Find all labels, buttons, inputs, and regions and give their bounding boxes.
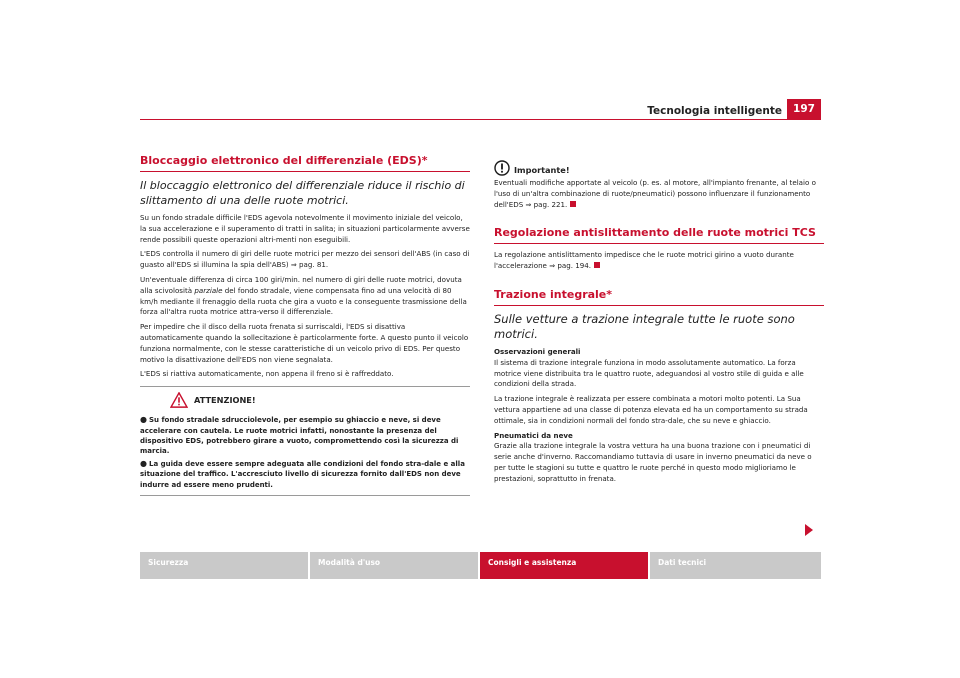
page-number: 197 [787,99,821,119]
awd-section-subtitle: Sulle vetture a trazione integrale tutte le ruote sono motrici. [494,311,795,341]
important-text-body: Eventuali modifiche apportate al veicolo (p. es. al motore, all'impianto frenante, al telaio o l'uso di un'altra combinazione di ruote/pneumatici) possono influenzare il funzionamento dell'EDS [494,178,816,209]
tcs-text [494,250,824,272]
section-end-icon [570,201,576,207]
eds-paragraph-3 [140,275,470,318]
eds-section-subtitle: Il bloccaggio elettronico del differenziale riduce il rischio di slittamento di una delle ruote motrici. [140,179,465,207]
tab-modalita-uso[interactable]: Modalità d'uso [310,552,478,579]
eds-section-title: Bloccaggio elettronico del differenziale (EDS)* [140,154,470,172]
right-column [494,160,824,489]
tcs-text-body: La regolazione antislittamento impedisce che le ruote motrici girino a vuoto durante l'accelerazione [494,250,794,271]
tab-dati-tecnici[interactable]: Dati tecnici [650,552,821,579]
eds-paragraph-2-text: L'EDS controlla il numero di giri delle ruote motrici per mezzo dei sensori dell'ABS (in caso di guasto all'EDS si illumina la spia dell'ABS) [140,249,470,270]
continue-arrow-icon [805,524,813,536]
eds-paragraph-2 [140,249,470,271]
awd-section-title: Trazione integrale* [494,288,824,306]
eds-paragraph-5: L'EDS si riattiva automaticamente, non appena il freno si è raffreddato. [140,369,394,379]
tcs-ref-link[interactable]: pag. 194. [557,261,592,271]
awd-subhead-general: Osservazioni generali [494,346,581,356]
tab-sicurezza[interactable]: Sicurezza [140,552,308,579]
eds-paragraph-4: Per impedire che il disco della ruota frenata si surriscaldi, l'EDS si disattiva automaticamente quando la sollecitazione è particolarmente forte. A questo punto il veicolo funziona normalmente, con le stesse caratteristiche di un veicolo privo di EDS. Per questo motivo la disattivazione dell'EDS non viene segnalata. [140,322,469,364]
footer-nav [140,552,821,579]
tab-consigli-assistenza[interactable]: Consigli e assistenza [480,552,648,579]
reference-arrow-icon: ⇒ [549,262,556,271]
warning-item-text: Su fondo stradale sdrucciolevole, per esempio su ghiaccio e neve, si deve accelerare con cautela. Le ruote motrici infatti, nonostante la presenza del dispositivo EDS, potrebbero girare a vuoto, compromettendo così la sicurezza di marcia. [140,416,459,456]
awd-paragraph-1: Il sistema di trazione integrale funziona in modo assolutamente automatico. La forza motrice viene distribuita tra le quattro ruote, adeguandosi al vostro stile di guida e alle condizioni della strada. [494,357,804,389]
important-text [494,178,824,210]
tcs-section-title: Regolazione antislittamento delle ruote motrici TCS [494,226,824,244]
running-header-title: Tecnologia intelligente [647,105,782,117]
bullet-icon: ● [140,458,147,468]
eds-paragraph-3-emphasis: parziale [194,285,223,295]
eds-paragraph-3-text-a: Un'eventuale differenza di circa 100 giri/min. nel numero di giri delle ruote motrici, dovuta alla scivolosità [140,274,462,295]
awd-paragraph-2: La trazione integrale è realizzata per essere combinata a motori molto potenti. La Sua vettura appartiene ad una classe di potenza elevata ed ha un comportamento su strada ottimale, sia in condizioni normali del fondo stra-dale, che su neve e ghiaccio. [494,394,808,425]
exclamation-circle-icon [494,160,510,176]
warning-item-text: La guida deve essere sempre adeguata alle condizioni del fondo stra-dale e alla situazione del traffico. L'accresciuto livello di sicurezza fornito dall'EDS non deve indurre ad essere meno prudenti. [140,459,465,489]
warning-triangle-icon [170,392,188,408]
reference-arrow-icon: ⇒ [290,261,297,270]
awd-paragraph-3: Grazie alla trazione integrale la vostra vettura ha una buona trazione con i pneumatici di serie anche d'inverno. Raccomandiamo tuttavia di usare in inverno pneumatici da neve o per tutte le stagioni su tutte e quattro le ruote perché in questo modo miglioriamo le prestazioni, soprattutto in frenata. [494,441,812,483]
eds-paragraph-2-ref-link[interactable]: pag. 81. [299,260,329,270]
important-title: Importante! [514,165,570,175]
eds-paragraph-1: Su un fondo stradale difficile l'EDS agevola notevolmente il movimento iniziale del veicolo, la sua accelerazione e il superamento di tratti in salita; in situazioni particolarmente avverse rende possibili queste operazioni altri-menti non eseguibili. [140,213,470,244]
warning-box [140,386,470,496]
eds-paragraph-3-text-b: del fondo stradale, viene compensata fino ad una velocità di 80 km/h mediante il frenaggio della ruota che gira a vuoto e la conseguente trasmissione della forza all'altra ruota motrice attra-verso il differenziale. [140,285,467,317]
warning-title: ATTENZIONE! [194,395,256,406]
reference-arrow-icon: ⇒ [525,200,532,209]
important-ref-link[interactable]: pag. 221. [533,199,568,209]
bullet-icon: ● [140,415,147,425]
left-column [140,154,470,496]
header-rule [140,119,821,120]
warning-item [140,415,470,457]
awd-subhead-snow-tyres: Pneumatici da neve [494,430,573,440]
important-header [494,160,824,176]
warning-item [140,459,470,490]
warning-header [140,391,470,409]
section-end-icon [594,262,600,268]
